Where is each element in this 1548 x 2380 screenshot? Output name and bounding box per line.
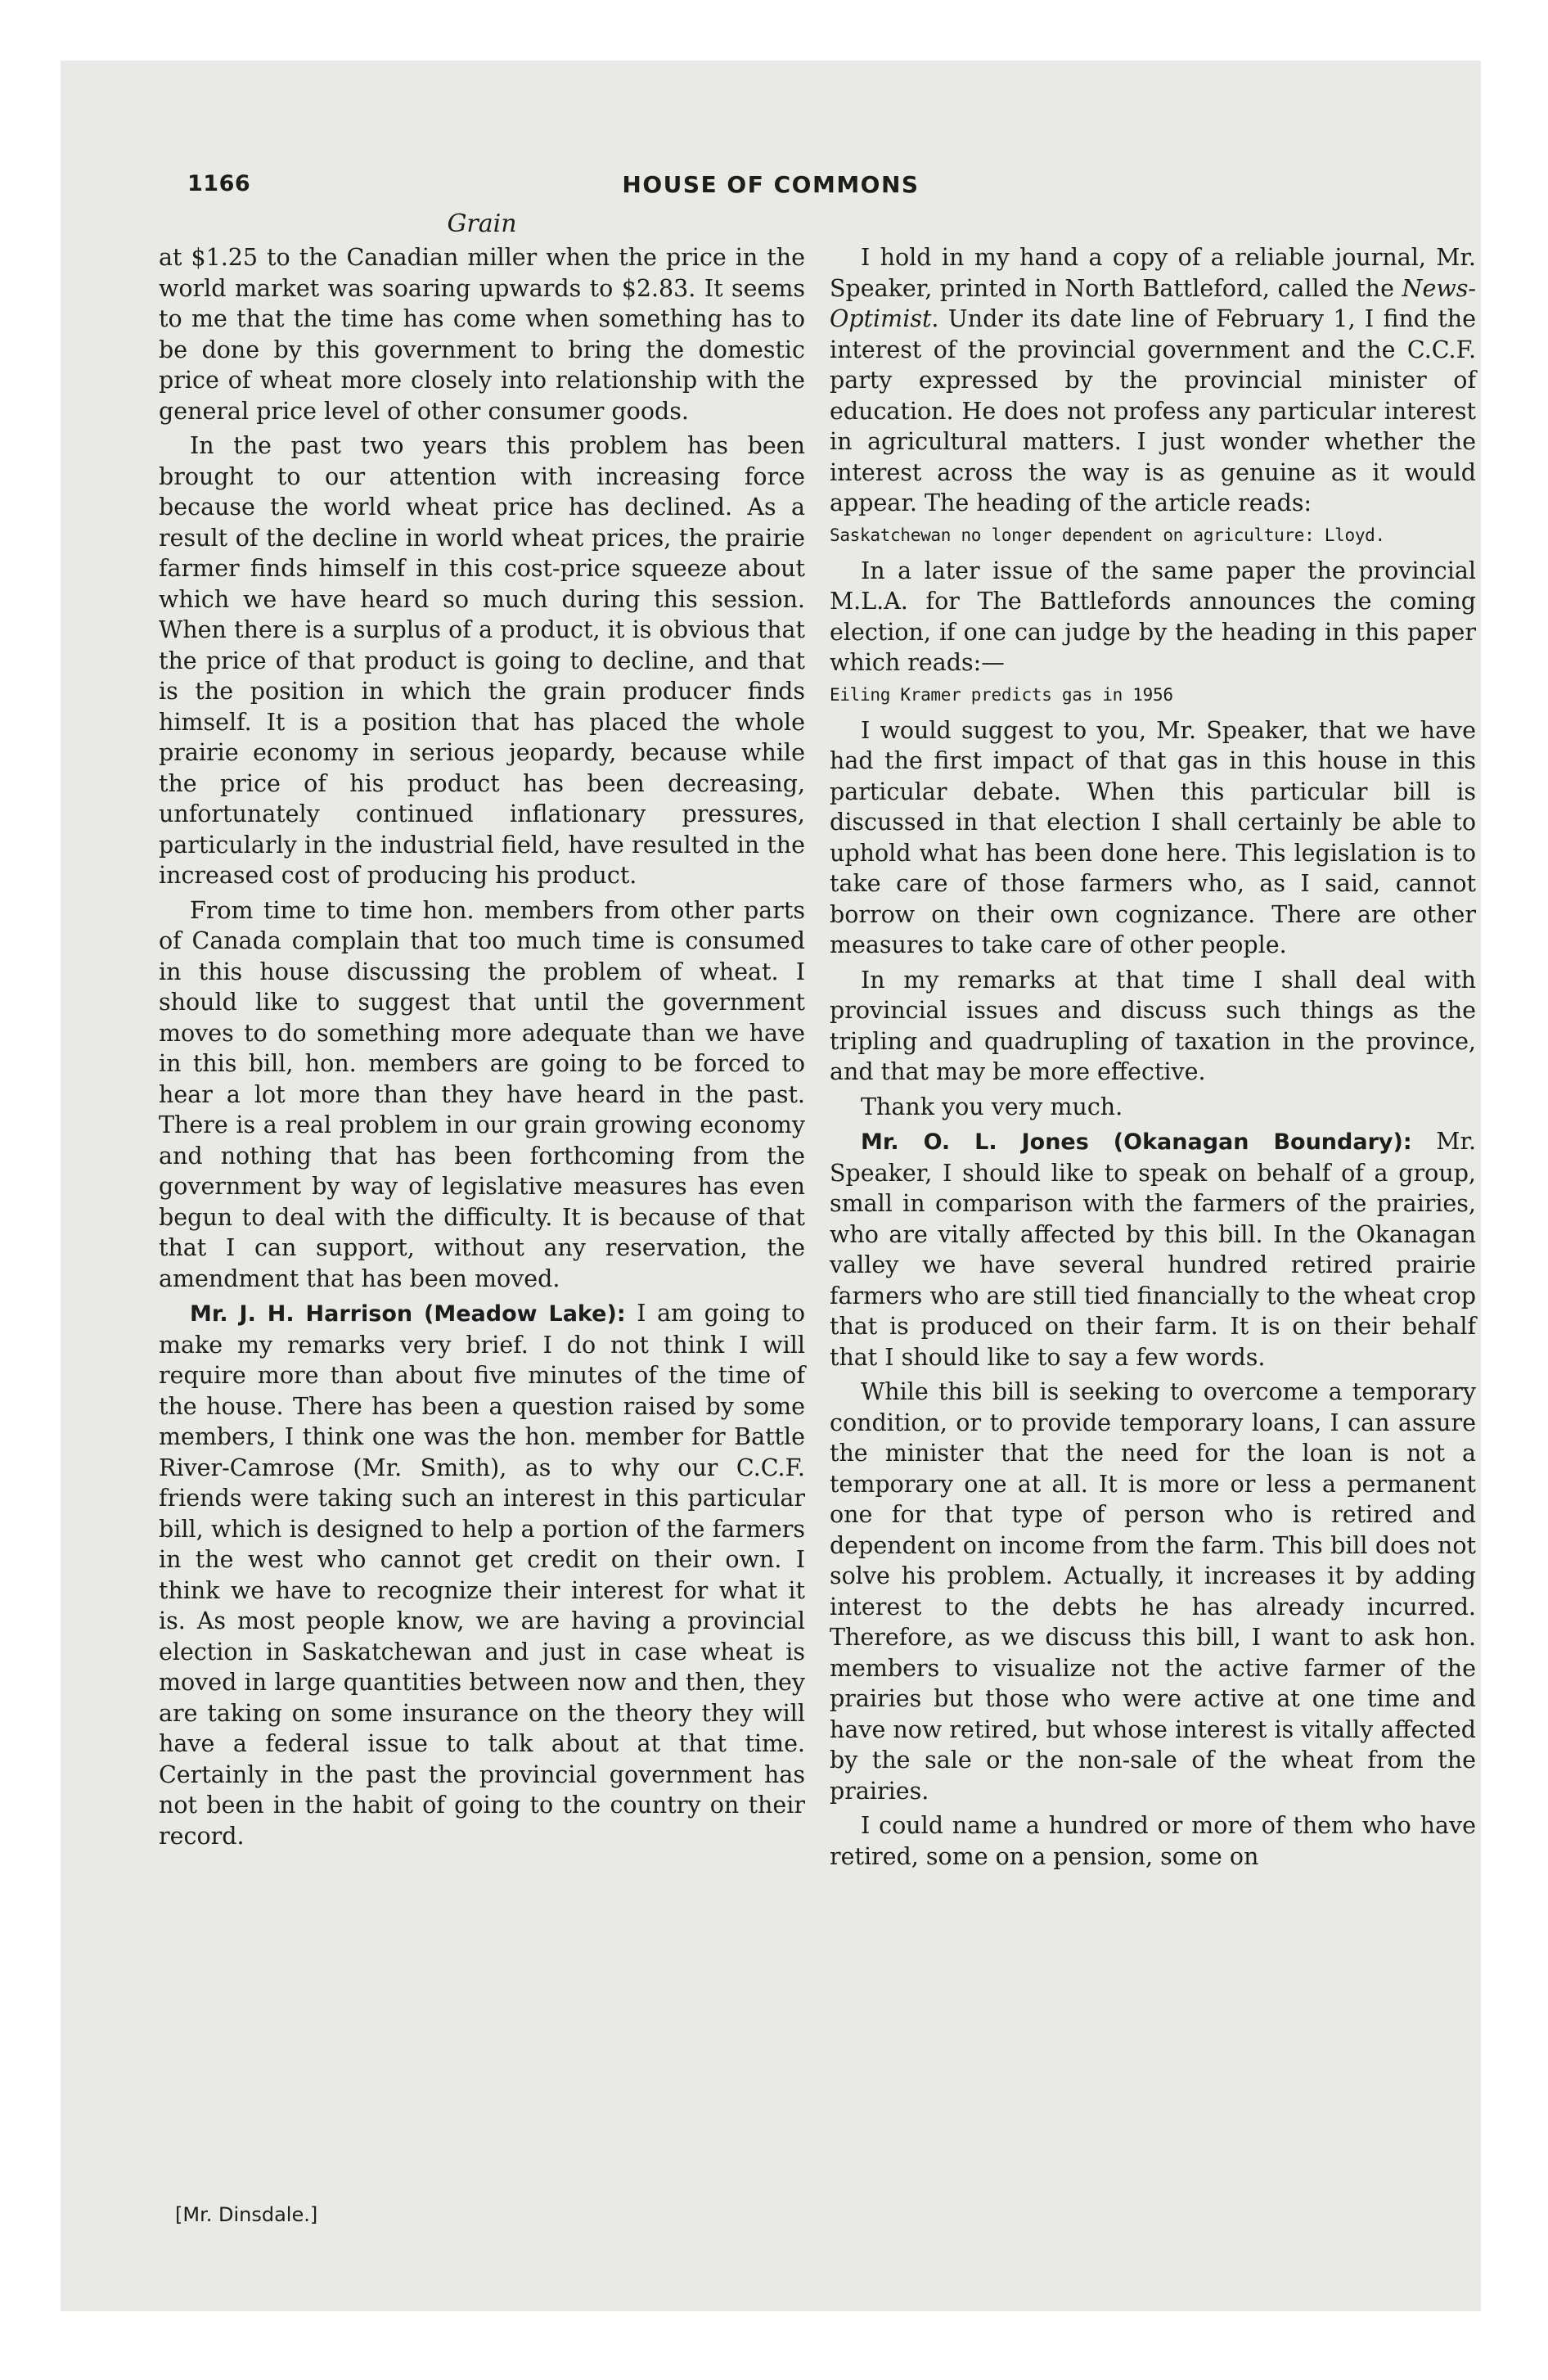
paragraph: Thank you very much. (861, 1093, 1123, 1120)
paragraph: While this bill is seeking to overcome a temporary condition, or to provide temporary loans, I can assure the minister that the need for the loan is not a temporary one at all. It is more or less a permanent one for that type of person who is retired and dependent on income from the farm. This bill does not solve his problem. Actually, it increases it by adding interest to the debts he has already incurred. Therefore, as we discuss this bill, I want to ask hon. members to visualize not the active farmer of the prairies but those who were active at one time and have now retired, but whose interest is vitally affected by the sale or the non-sale of the wheat from the prairies. (830, 1378, 1476, 1805)
paragraph: In a later issue of the same paper the provincial M.L.A. for The Battlefords announces the coming election, if one can judge by the heading in this paper which reads:— (830, 557, 1476, 676)
page-header (61, 171, 1481, 212)
paragraph: From time to time hon. members from other parts of Canada complain that too much time is consumed in this house discussing the problem of wheat. I should like to suggest that until the government moves to do something more adequate than we have in this bill, hon. members are going to be forced to hear a lot more than they have heard in the past. There is a real problem in our grain growing economy and nothing that has been forthcoming from the government by way of legislative measures has even begun to deal with the difficulty. It is because of that that I can support, without any reservation, the amendment that has been moved. (159, 896, 805, 1292)
speech-text: Mr. Speaker, I should like to speak on behalf of a group, small in comparison with the farmers of the prairies, who are vitally affected by this bill. In the Okanagan valley we have several hundred retired prairie farmers who are still tied financially to the wheat crop that is produced on their farm. It is on their behalf that I should like to say a few words. (830, 1128, 1476, 1371)
right-column (830, 242, 1476, 1876)
journal-title: News-Optimist (830, 274, 1476, 332)
paragraph: I would suggest to you, Mr. Speaker, that we have had the first impact of that gas in this house in this particular debate. When this particular bill is discussed in that election I shall certainly be able to uphold what has been done here. This legislation is to take care of those farmers who, as I said, cannot borrow on their own cognizance. There are other measures to take care of other people. (830, 716, 1476, 958)
paragraph: I could name a hundred or more of them who have retired, some on a pension, some on (830, 1812, 1476, 1870)
running-head: HOUSE OF COMMONS (622, 171, 920, 198)
paragraph (830, 242, 1476, 519)
speech-jones (830, 1126, 1476, 1373)
paragraph-text: . Under its date line of February 1, I find the interest of the provincial government and the C.C.F. party expressed by the provincial minister of education. He does not profess any particular interest in agricultural matters. I just wonder whether the interest across the way is as genuine as it would appear. The heading of the article reads: (830, 305, 1476, 516)
page-number: 1166 (187, 171, 251, 196)
speech-text: I am going to make my remarks very brief. I do not think I will require more than about five minutes of the time of the house. There has been a question raised by some members, I think one was the hon. member for Battle River-Camrose (Mr. Smith), as to why our C.C.F. friends were taking such an interest in this particular bill, which is designed to help a portion of the farmers in the west who cannot get credit on their own. I think we have to recognize their interest for what it is. As most people know, we are having a provincial election in Saskatchewan and just in case wheat is moved in large quantities between now and then, they are taking on some insurance on the theory they will have a federal issue to talk about at that time. Certainly in the past the provincial government has not been in the habit of going to the country on their record. (159, 1300, 805, 1850)
attribution: [Mr. Dinsdale.] (175, 2203, 318, 2226)
left-column (159, 242, 805, 1855)
document-page (61, 61, 1481, 2311)
quoted-heading: Saskatchewan no longer dependent on agriculture: Lloyd. (830, 525, 1385, 545)
paragraph-text: I hold in my hand a copy of a reliable journal, Mr. Speaker, printed in North Battleford, called the (830, 244, 1476, 302)
speech-harrison (159, 1298, 805, 1851)
paragraph: at $1.25 to the Canadian miller when the price in the world market was soaring upwards to $2.83. It seems to me that the time has come when something has to be done by this government to bring the domestic price of wheat more closely into relationship with the general price level of other consumer goods. (159, 244, 805, 425)
subject-heading: Grain (447, 210, 517, 238)
speaker-name: Mr. O. L. Jones (Okanagan Boundary): (861, 1129, 1412, 1155)
quoted-heading: Eiling Kramer predicts gas in 1956 (830, 684, 1173, 705)
paragraph: In the past two years this problem has been brought to our attention with increasing force because the world wheat price has declined. As a result of the decline in world wheat prices, the prairie farmer finds himself in this cost-price squeeze about which we have heard so much during this session. When there is a surplus of a product, it is obvious that the price of that product is going to decline, and that is the position in which the grain producer finds himself. It is a position that has placed the whole prairie economy in serious jeopardy, because while the price of his product has been decreasing, unfortunately continued inflationary pressures, particularly in the industrial field, have resulted in the increased cost of producing his product. (159, 432, 805, 889)
paragraph: In my remarks at that time I shall deal with provincial issues and discuss such things as the tripling and quadrupling of taxation in the province, and that may be more effective. (830, 966, 1476, 1085)
speaker-name: Mr. J. H. Harrison (Meadow Lake): (190, 1301, 626, 1327)
